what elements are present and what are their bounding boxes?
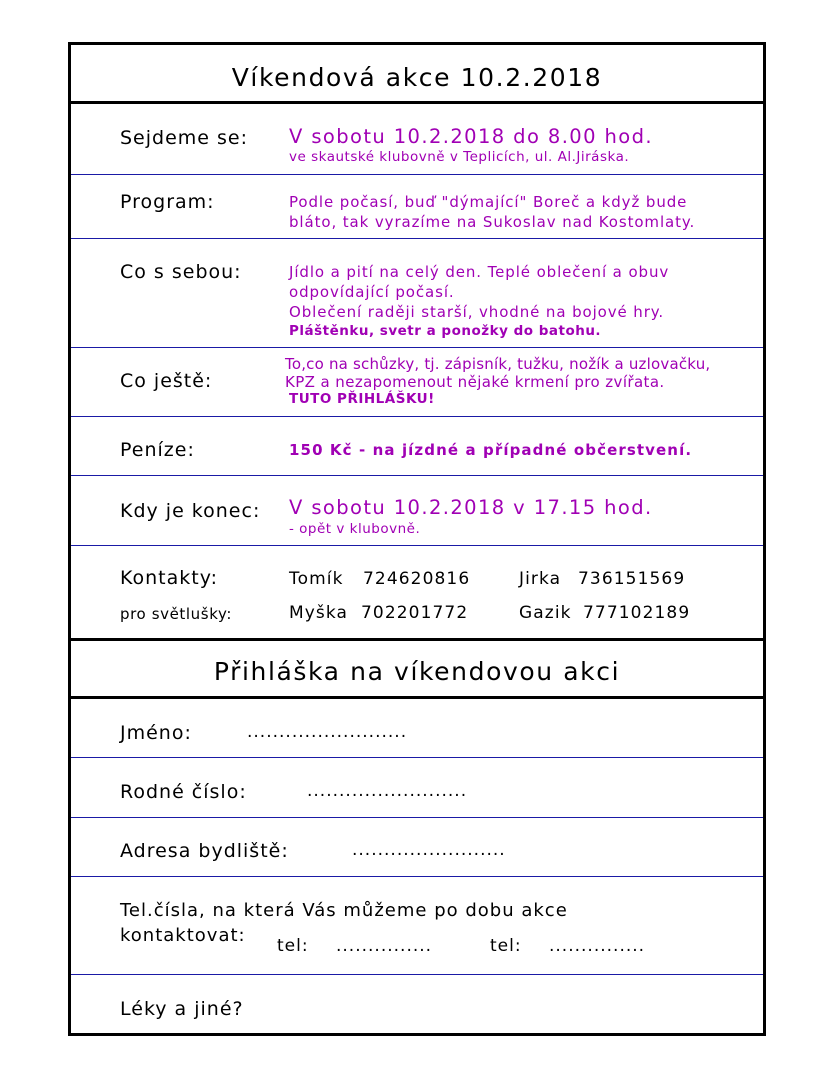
tel-field-1[interactable]: ...............: [336, 936, 433, 956]
contact-name: Myška: [289, 603, 349, 623]
meet-when: V sobotu 10.2.2018 do 8.00 hod.: [289, 125, 653, 148]
leaflet-frame: [68, 42, 766, 1036]
row-divider: [71, 876, 763, 877]
also-line-1: To,co na schůzky, tj. zápisník, tužku, nožík a uzlovačku,: [285, 355, 711, 373]
contact-name: Tomík: [289, 569, 344, 589]
tel-field-2[interactable]: ...............: [549, 936, 646, 956]
bring-label: Co s sebou:: [120, 261, 242, 283]
program-line-1: Podle počasí, buď "dýmající" Boreč a když bude: [289, 193, 688, 211]
row-divider: [71, 475, 763, 476]
section-divider: [71, 638, 763, 641]
contact-phone: 724620816: [363, 569, 471, 589]
money-label: Peníze:: [120, 439, 195, 461]
name-field[interactable]: .........................: [247, 722, 408, 742]
row-divider: [71, 238, 763, 239]
row-divider: [71, 817, 763, 818]
bring-line-2: odpovídající počasí.: [289, 283, 455, 301]
contact-phone: 777102189: [583, 603, 691, 623]
form-title: Přihláška na víkendovou akci: [213, 657, 621, 686]
row-divider: [71, 545, 763, 546]
birth-number-label: Rodné číslo:: [120, 781, 247, 803]
meds-label: Léky a jiné?: [120, 998, 244, 1020]
end-label: Kdy je konec:: [120, 500, 261, 522]
bring-bold-line: Pláštěnku, svetr a ponožky do batohu.: [289, 323, 602, 339]
phones-label-line-2: kontaktovat:: [120, 925, 246, 946]
contact-phone: 702201772: [361, 603, 469, 623]
also-bold-line: TUTO PŘIHLÁŠKU!: [289, 391, 435, 407]
also-line-2: KPZ a nezapomenout nějaké krmení pro zvířata.: [285, 373, 665, 391]
tel-label: tel:: [490, 936, 522, 956]
name-label: Jméno:: [120, 722, 192, 744]
contacts-label: Kontakty:: [120, 567, 218, 589]
address-label: Adresa bydliště:: [120, 840, 289, 862]
row-divider: [71, 347, 763, 348]
contacts-sublabel: pro světlušky:: [120, 605, 232, 623]
program-label: Program:: [120, 191, 215, 213]
money-value: 150 Kč - na jízdné a případné občerstvení.: [289, 441, 693, 459]
row-divider: [71, 174, 763, 175]
address-field[interactable]: ........................: [352, 840, 506, 860]
end-when: V sobotu 10.2.2018 v 17.15 hod.: [289, 496, 653, 519]
page-title: Víkendová akce 10.2.2018: [231, 63, 603, 92]
program-line-2: bláto, tak vyrazíme na Sukoslav nad Kostomlaty.: [289, 213, 696, 231]
row-divider: [71, 416, 763, 417]
header-divider: [71, 101, 763, 104]
row-divider: [71, 757, 763, 758]
phones-label-line-1: Tel.čísla, na která Vás můžeme po dobu akce: [120, 900, 568, 921]
birth-number-field[interactable]: .........................: [307, 781, 468, 801]
row-divider: [71, 974, 763, 975]
also-label: Co ještě:: [120, 370, 213, 392]
bring-line-3: Oblečení raději starší, vhodné na bojové hry.: [289, 303, 665, 321]
contact-phone: 736151569: [578, 569, 686, 589]
meet-where: ve skautské klubovně v Teplicích, ul. Al.Jiráska.: [289, 149, 630, 165]
tel-label: tel:: [277, 936, 309, 956]
meet-label: Sejdeme se:: [120, 127, 249, 149]
bring-line-1: Jídlo a pití na celý den. Teplé oblečení a obuv: [289, 263, 670, 281]
form-title-divider: [71, 696, 763, 699]
contact-name: Gazik: [519, 603, 572, 623]
contact-name: Jirka: [519, 569, 562, 589]
end-note: - opět v klubovně.: [289, 521, 421, 537]
